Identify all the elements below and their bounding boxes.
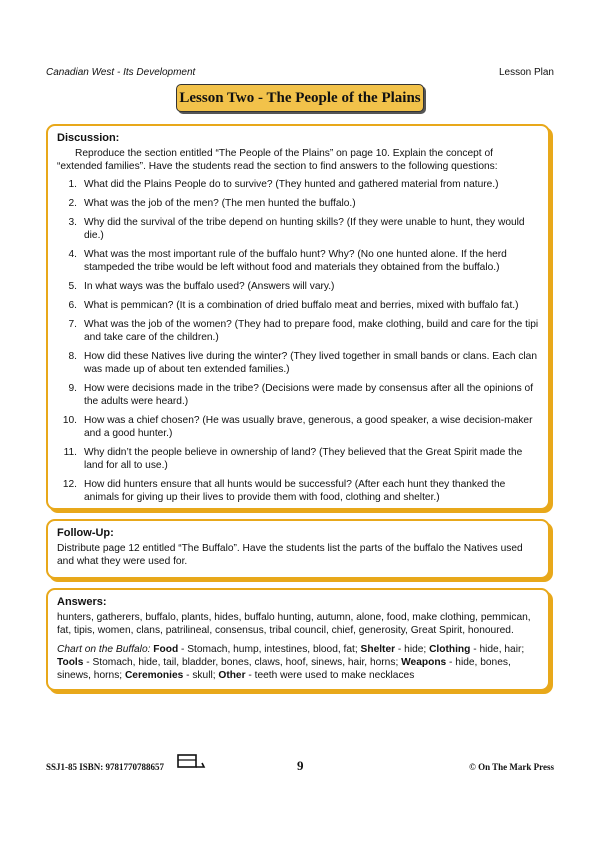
question-item [57,178,539,191]
chart-item-text: - skull; [183,670,219,681]
footer-isbn: SSJ1-85 ISBN: 9781770788657 [46,762,165,772]
page-number: 9 [297,758,304,773]
section-label: Lesson Plan [498,67,554,78]
answers-text: hunters, gatherers, buffalo, plants, hides, buffalo hunting, autumn, alone, food, make clothing, pemmican, fat, tipis, women, clans, patrilineal, consensus, tribal council, chief, generosity, Great Spirit, honoured. [57,612,531,636]
question-text: What was the most important rule of the buffalo hunt? Why? (No one hunted alone. If the herd stampeded the tribe would be left without food and materials they obtained from the buffalo.) [84,249,507,273]
question-text: What did the Plains People do to survive? (They hunted and gathered material from nature.) [84,179,499,190]
question-item [57,414,539,440]
chart-item-text: - hide, bones, sinews, horns; [57,657,511,681]
chart-item-label: Ceremonies [124,670,184,681]
chart-item-text: - hide, hair; [470,644,525,655]
question-number: 8. [68,351,77,362]
question-number: 1. [68,179,77,190]
question-text: What is pemmican? (It is a combination of dried buffalo meat and berries, mixed with buffalo fat.) [84,300,519,311]
question-text: How did these Natives live during the winter? (They lived together in small bands or clans. Each clan was made up of about ten extended families.) [84,351,538,375]
followup-box [46,519,550,579]
question-number: 9. [68,383,77,394]
chart-item-label: Other [218,670,246,681]
question-item [57,350,539,376]
chart-item-label: Clothing [429,644,471,655]
chart-item-text: - Stomach, hide, tail, bladder, bones, claws, hoof, sinews, hair, horns; [83,657,402,668]
question-number: 2. [68,198,77,209]
question-number: 6. [68,300,77,311]
question-text: How was a chief chosen? (He was usually brave, generous, a good speaker, a wise decision-maker and a good hunter.) [84,415,533,439]
book-title: Canadian West - Its Development [46,67,196,78]
discussion-heading: Discussion: [57,132,120,144]
question-text: What was the job of the women? (They had to prepare food, make clothing, build and care for the tipi and take care of the children.) [84,319,539,343]
question-number: 5. [68,281,77,292]
question-item [57,446,539,472]
chart-item-label: Weapons [401,657,447,668]
question-item [57,382,539,408]
question-text: In what ways was the buffalo used? (Answers will vary.) [84,281,335,292]
book-icon [176,752,206,772]
question-item [57,280,539,293]
answers-box [46,588,550,691]
question-number: 7. [68,319,77,330]
chart-item-text: - teeth were used to make necklaces [245,670,415,681]
question-item [57,318,539,344]
question-list [57,178,539,504]
chart-item-label: Tools [57,657,84,668]
chart-item-text: - Stomach, hump, intestines, blood, fat; [178,644,361,655]
question-text: What was the job of the men? (The men hunted the buffalo.) [84,198,356,209]
publisher: © On The Mark Press [469,762,554,772]
chart-item-label: Shelter [360,644,396,655]
answers-heading: Answers: [57,596,107,608]
question-item [57,478,539,504]
question-number: 3. [68,217,77,228]
question-item [57,299,539,312]
followup-heading: Follow-Up: [57,527,114,539]
lesson-title-banner [176,84,424,112]
chart-label: Chart on the Buffalo: [57,644,151,655]
discussion-intro: Reproduce the section entitled “The People of the Plains” on page 10. Explain the concept of “extended families”. Have the students read the section to find answers to the following questions: [57,148,498,172]
question-number: 11. [63,447,77,458]
chart-item-text: - hide; [395,644,430,655]
question-text: Why didn’t the people believe in ownership of land? (They believed that the Great Spirit made the land for all to use.) [84,447,523,471]
lesson-title: Lesson Two - The People of the Plains [179,89,421,106]
question-item [57,216,539,242]
question-text: How did hunters ensure that all hunts would be successful? (After each hunt they thanked the animals for giving up their lives to provide them with food, clothing and shelter.) [84,479,506,503]
question-number: 12. [62,479,77,490]
followup-text: Distribute page 12 entitled “The Buffalo”. Have the students list the parts of the buffalo the Natives used and what they were used for. [57,543,523,567]
chart-item-label: Food [153,644,179,655]
question-text: Why did the survival of the tribe depend on hunting skills? (If they were unable to hunt, they would die.) [84,217,525,241]
question-item [57,248,539,274]
question-number: 10. [62,415,77,426]
question-text: How were decisions made in the tribe? (Decisions were made by consensus after all the opinions of the adults were heard.) [84,383,534,407]
discussion-box [46,124,550,510]
question-number: 4. [68,249,77,260]
buffalo-chart-answers [57,643,539,682]
question-item [57,197,539,210]
